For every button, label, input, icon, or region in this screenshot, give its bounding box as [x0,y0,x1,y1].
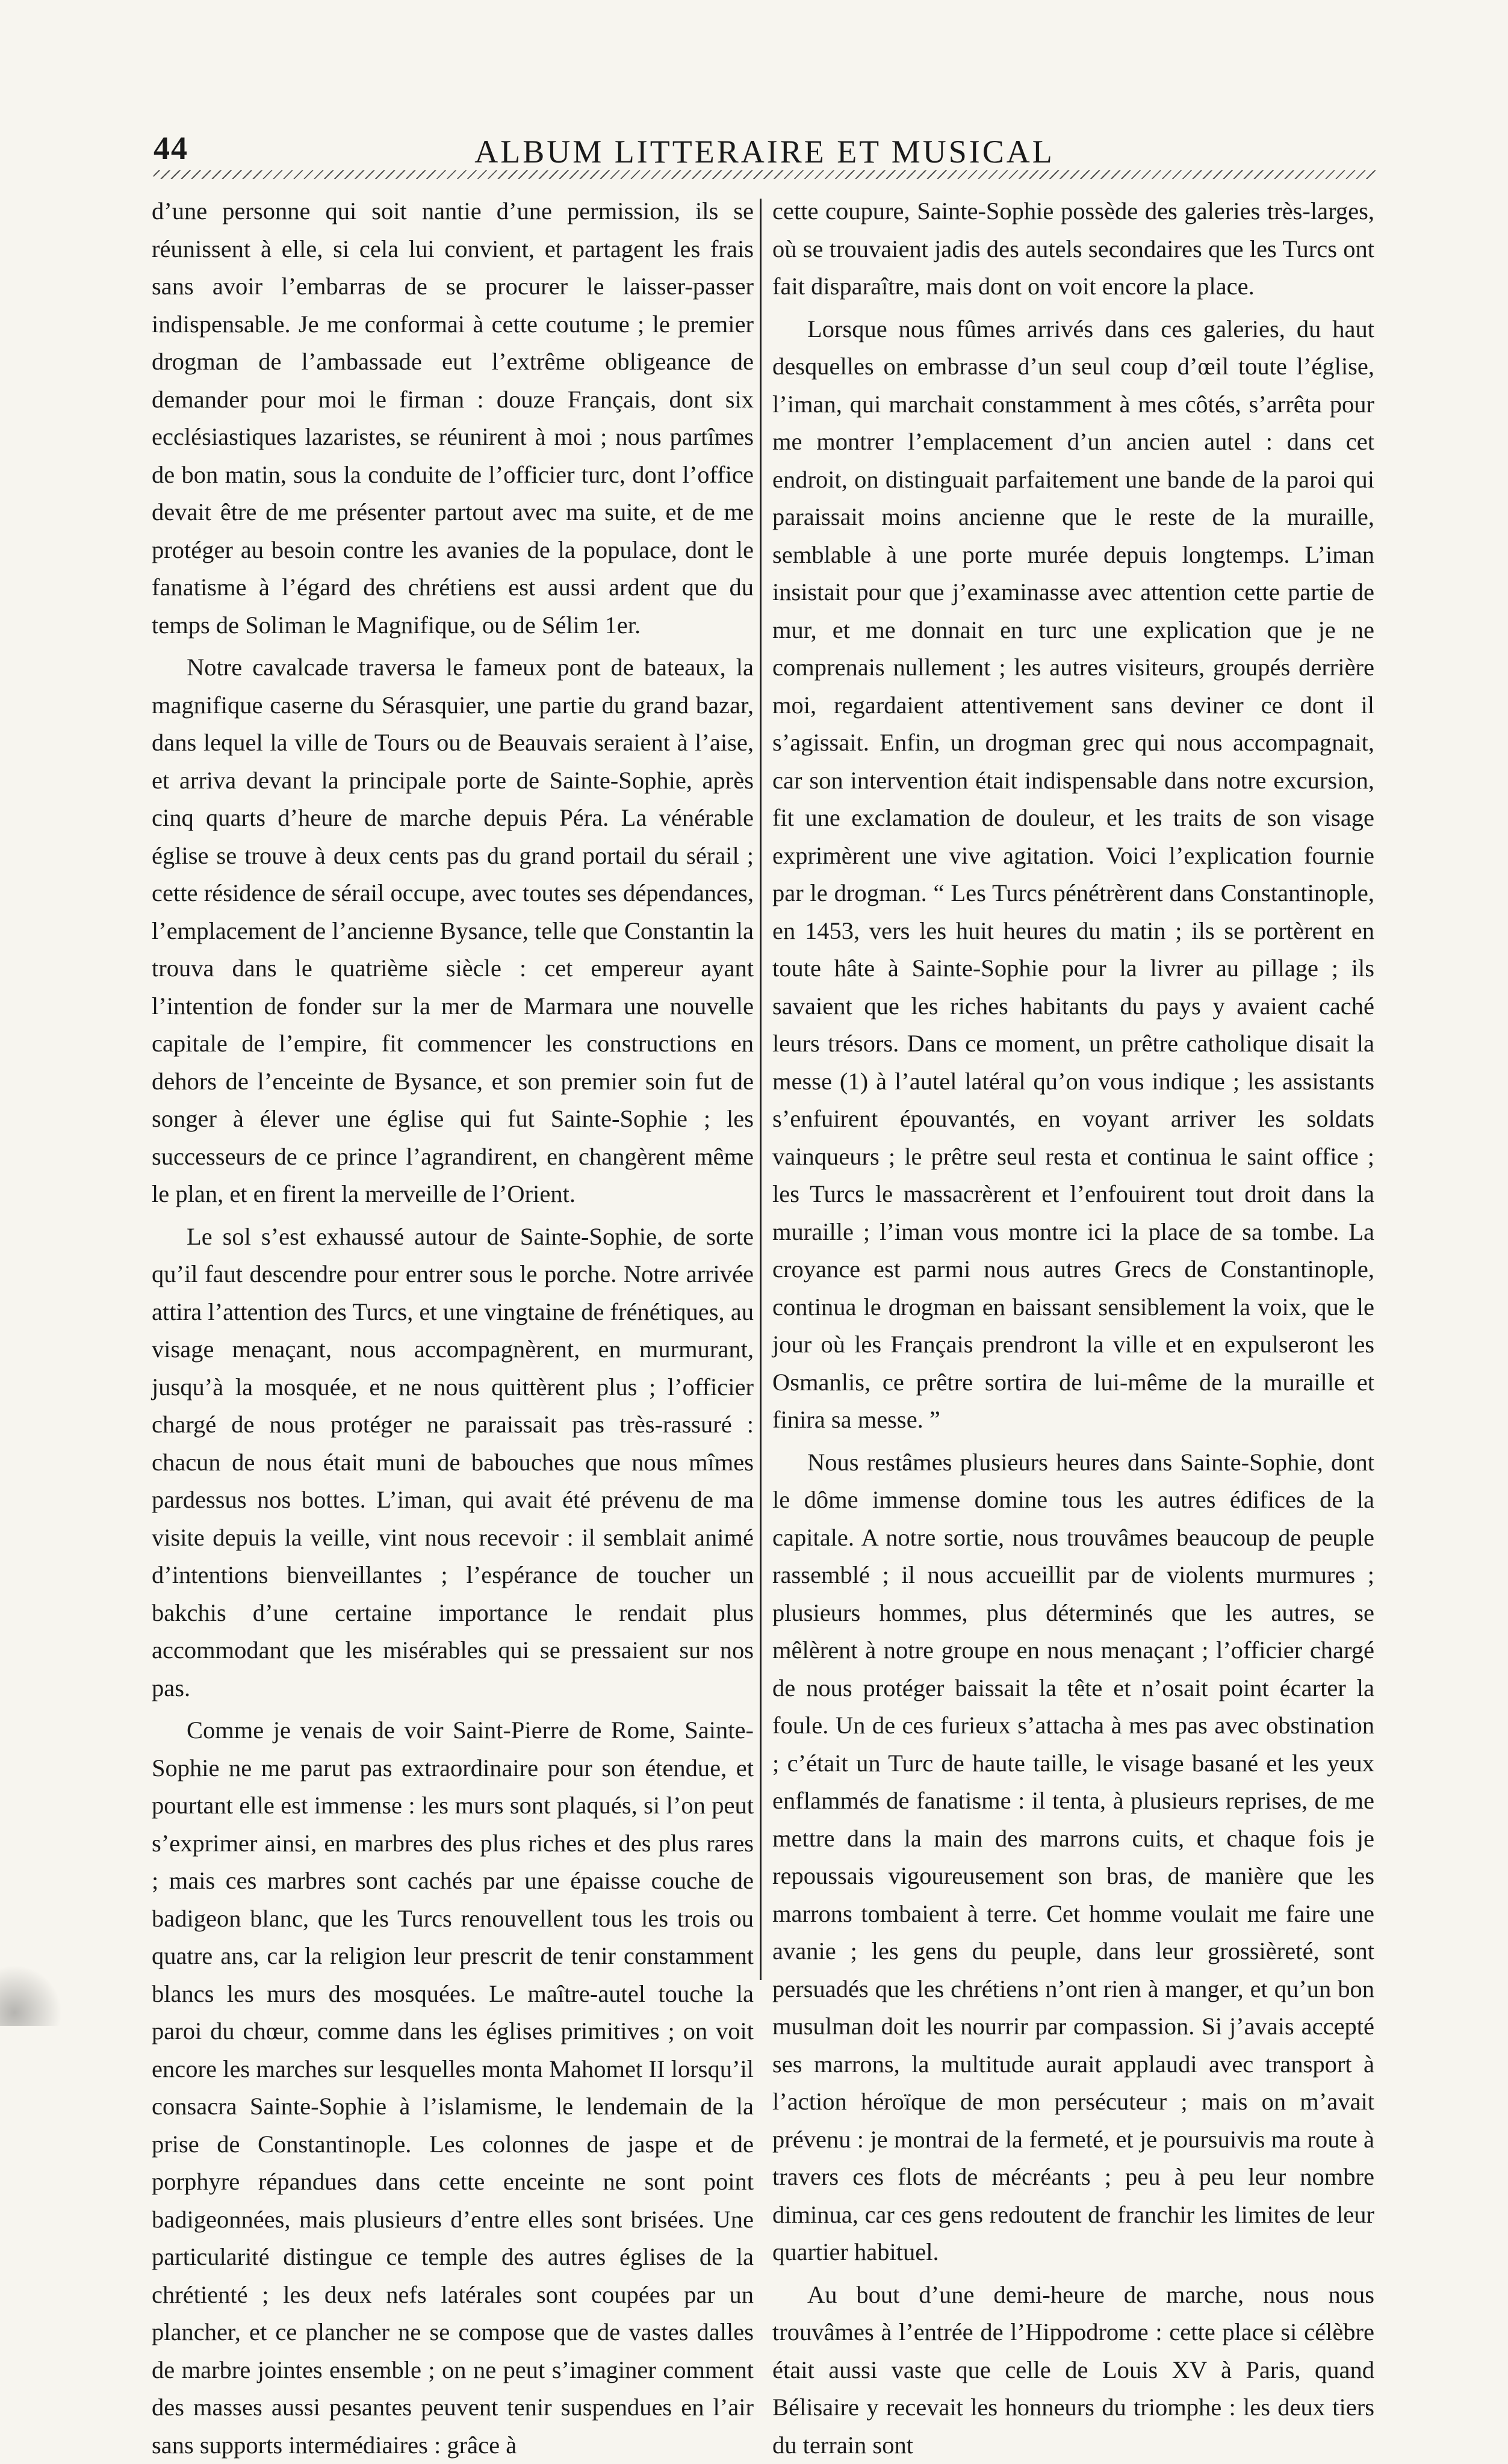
header-rule [154,170,1376,179]
paragraph: cette coupure, Sainte-Sophie possède des galeries très-larges, où se trouvaient jadis des autels secondaires que les Turcs ont fait disparaître, mais dont on voit encore la place. [772,193,1374,306]
left-column [152,193,754,2464]
paragraph: Lorsque nous fûmes arrivés dans ces galeries, du haut desquelles on embrasse d’un seul coup d’œil toute l’église, l’iman, qui marchait constamment à mes côtés, s’arrêta pour me montrer l’emplacement d’un ancien autel : dans cet endroit, on distinguait parfaitement une bande de la paroi qui paraissait moins ancienne que le reste de la muraille, semblable à une porte murée depuis longtemps. L’iman insistait pour que j’examinasse avec attention cette partie de mur, et me donnait en turc une explication que je ne comprenais nullement ; les autres visiteurs, groupés derrière moi, regardaient attentivement sans deviner ce dont il s’agissait. Enfin, un drogman grec qui nous accompagnait, car son intervention était indispensable dans notre excursion, fit une exclamation de douleur, et les traits de son visage exprimèrent une vive agitation. Voici l’explication fournie par le drogman. “ Les Turcs pénétrèrent dans Constantinople, en 1453, vers les huit heures du matin ; ils se portèrent en toute hâte à Sainte-Sophie pour la livrer au pillage ; ils savaient que les riches habitants du pays y avaient caché leurs trésors. Dans ce moment, un prêtre catholique disait la messe (1) à l’autel latéral qu’on vous indique ; les assistants s’enfuirent épouvantés, en voyant arriver les soldats vainqueurs ; le prêtre seul resta et continua le saint office ; les Turcs le massacrèrent et l’enfouirent tout droit dans la muraille ; l’iman vous montre ici la place de sa tombe. La croyance est parmi nous autres Grecs de Constantinople, continua le drogman en baissant sensiblement la voix, que le jour où les Français prendront la ville et en expulseront les Osmanlis, ce prêtre sortira de lui-même de la muraille et finira sa messe. ” [772,311,1374,1439]
paragraph: Notre cavalcade traversa le fameux pont de bateaux, la magnifique caserne du Sérasquier, une partie du grand bazar, dans lequel la ville de Tours ou de Beauvais seraient à l’aise, et arriva devant la principale porte de Sainte-Sophie, après cinq quarts d’heure de marche depuis Péra. La vénérable église se trouve à deux cents pas du grand portail du sérail ; cette résidence de sérail occupe, avec toutes ses dépendances, l’emplacement de l’ancienne Bysance, telle que Constantin la trouva dans le quatrième siècle : cet empereur ayant l’intention de fonder sur la mer de Marmara une nouvelle capitale de l’empire, fit commencer les constructions en dehors de l’enceinte de Bysance, et son premier soin fut de songer à élever une église qui fut Sainte-Sophie ; les successeurs de ce prince l’agrandirent, en changèrent même le plan, et en firent la merveille de l’Orient. [152,649,754,1213]
right-column [772,193,1374,2464]
scan-smudge [0,1960,72,2026]
paragraph: Nous restâmes plusieurs heures dans Sainte-Sophie, dont le dôme immense domine tous les autres édifices de la capitale. A notre sortie, nous trouvâmes beaucoup de peuple rassemblé ; il nous accueillit par de violents murmures ; plusieurs hommes, plus déterminés que les autres, se mêlèrent à notre groupe en nous menaçant ; l’officier chargé de nous protéger baissait la tête et n’osait point écarter la foule. Un de ces furieux s’attacha à mes pas avec obstination ; c’était un Turc de haute taille, le visage basané et les yeux enflammés de fanatisme : il tenta, à plusieurs reprises, de me mettre dans la main des marrons cuits, et chaque fois je repoussais vigoureusement son bras, de manière que les marrons tombaient à terre. Cet homme voulait me faire une avanie ; les gens du peuple, dans leur grossièreté, sont persuadés que les chrétiens n’ont rien à manger, et qu’un bon musulman doit les nourrir par compassion. Si j’avais accepté ses marrons, la multitude aurait applaudi avec transport à l’action héroïque de mon persécuteur ; mais on m’avait prévenu : je montrai de la fermeté, et je poursuivis ma route à travers ces flots de mécréants ; peu à peu leur nombre diminua, car ces gens redoutent de franchir les limites de leur quartier habituel. [772,1444,1374,2271]
paragraph: Au bout d’une demi-heure de marche, nous nous trouvâmes à l’entrée de l’Hippodrome : cette place si célèbre était aussi vaste que celle de Louis XV à Paris, quand Bélisaire y recevait les honneurs du triomphe : les deux tiers du terrain sont [772,2276,1374,2464]
page-number: 44 [154,129,188,167]
column-divider [760,199,762,1980]
paragraph: Le sol s’est exhaussé autour de Sainte-Sophie, de sorte qu’il faut descendre pour entrer sous le porche. Notre arrivée attira l’attention des Turcs, et une vingtaine de frénétiques, au visage menaçant, nous accompagnèrent, en murmurant, jusqu’à la mosquée, et ne nous quittèrent plus ; l’officier chargé de nous protéger ne paraissait pas très-rassuré : chacun de nous était muni de babouches que nous mîmes pardessus nos bottes. L’iman, qui avait été prévenu de ma visite depuis la veille, vint nous recevoir : il semblait animé d’intentions bienveillantes ; l’espérance de toucher un bakchis d’une certaine importance le rendait plus accommodant que les misérables qui se pressaient sur nos pas. [152,1218,754,1707]
running-title: ALBUM LITTERAIRE ET MUSICAL [154,133,1376,170]
paragraph: d’une personne qui soit nantie d’une permission, ils se réunissent à elle, si cela lui convient, et partagent les frais sans avoir l’embarras de se procurer le laisser-passer indispensable. Je me conformai à cette coutume ; le premier drogman de l’ambassade eut l’extrême obligeance de demander pour moi le firman : douze Français, dont six ecclésiastiques lazaristes, se réunirent à moi ; nous partîmes de bon matin, sous la conduite de l’officier turc, dont l’office devait être de me présenter partout avec ma suite, et de me protéger au besoin contre les avanies de la populace, dont le fanatisme à l’égard des chrétiens est aussi ardent que du temps de Soliman le Magnifique, ou de Sélim 1er. [152,193,754,644]
paragraph: Comme je venais de voir Saint-Pierre de Rome, Sainte-Sophie ne me parut pas extraordinaire pour son étendue, et pourtant elle est immense : les murs sont plaqués, si l’on peut s’exprimer ainsi, en marbres des plus riches et des plus rares ; mais ces marbres sont cachés par une épaisse couche de badigeon blanc, que les Turcs renouvellent tous les trois ou quatre ans, car la religion leur prescrit de tenir constamment blancs les murs des mosquées. Le maître-autel touche la paroi du chœur, comme dans les églises primitives ; on voit encore les marches sur lesquelles monta Mahomet II lorsqu’il consacra Sainte-Sophie à l’islamisme, le lendemain de la prise de Constantinople. Les colonnes de jaspe et de porphyre répandues dans cette enceinte ne sont point badigeonnées, mais plusieurs d’entre elles sont brisées. Une particularité distingue ce temple des autres églises de la chrétienté ; les deux nefs latérales sont coupées par un plancher, et ce plancher ne se compose que de vastes dalles de marbre jointes ensemble ; on ne peut s’imaginer comment des masses aussi pesantes peuvent tenir suspendues en l’air sans supports intermédiaires : grâce à [152,1712,754,2464]
